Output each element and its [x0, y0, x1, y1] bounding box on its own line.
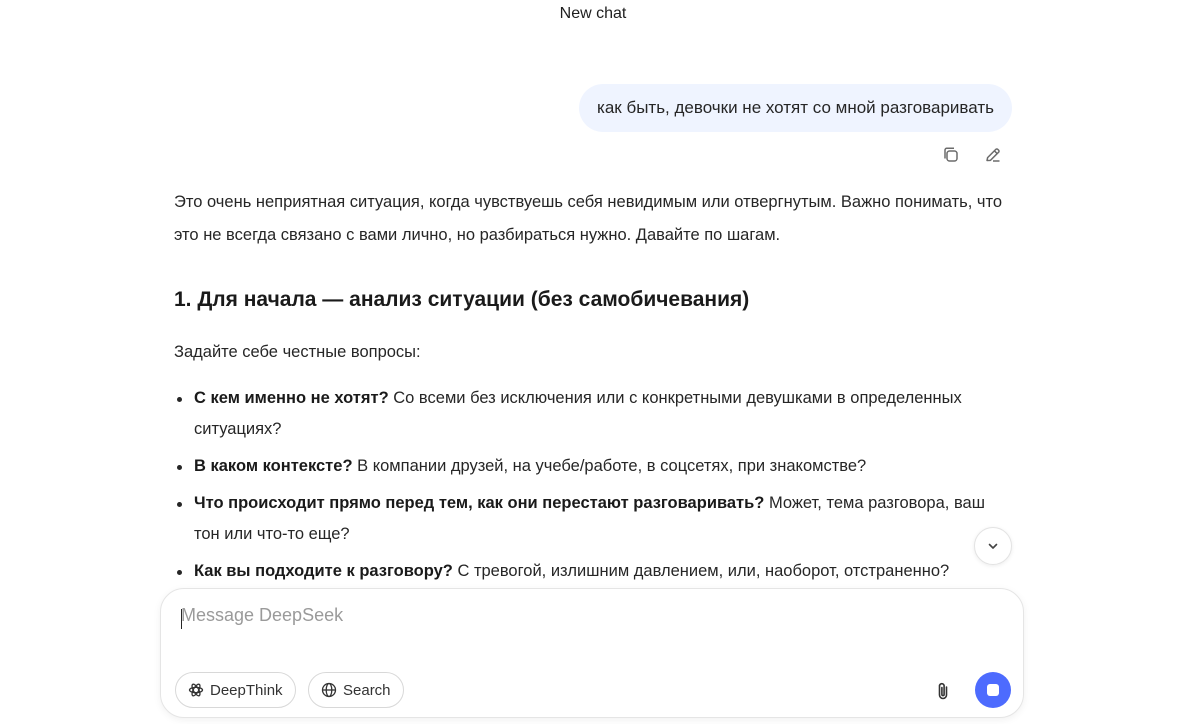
- list-item-bold: С кем именно не хотят?: [194, 389, 389, 407]
- globe-icon: [321, 682, 337, 698]
- deepthink-label: DeepThink: [210, 681, 283, 699]
- edit-icon[interactable]: [982, 144, 1004, 166]
- list-item: [194, 488, 1014, 550]
- user-message-bubble: [579, 84, 1012, 132]
- list-item-text: С тревогой, излишним давлением, или, наоборот, отстраненно?: [452, 562, 950, 580]
- user-message-actions: [940, 144, 1004, 166]
- search-label: Search: [343, 681, 391, 699]
- answer-heading: 1. Для начала — анализ ситуации (без самобичевания): [174, 288, 750, 311]
- assistant-answer: [174, 186, 1014, 593]
- stop-generation-button[interactable]: [975, 672, 1011, 708]
- question-list: [174, 383, 1014, 587]
- list-item-text: Может, тема разговора, ваш тон или что-то еще?: [194, 494, 985, 543]
- list-item-bold: Что происходит прямо перед тем, как они перестают разговаривать?: [194, 494, 765, 512]
- list-item-text: Со всеми без исключения или с конкретными девушками в определенных ситуациях?: [194, 389, 962, 438]
- message-input[interactable]: [181, 605, 1001, 645]
- chevron-down-icon: [986, 539, 1000, 553]
- answer-intro: Это очень неприятная ситуация, когда чувствуешь себя невидимым или отвергнутым. Важно понимать, что это не всегда связано с вами лично, но разбираться нужно. Давайте по шагам.: [174, 193, 1003, 244]
- scroll-to-bottom-button[interactable]: [974, 527, 1012, 565]
- list-item: [194, 383, 1014, 445]
- copy-icon[interactable]: [940, 144, 962, 166]
- message-composer: [160, 588, 1024, 718]
- list-item-bold: В каком контексте?: [194, 457, 353, 475]
- chat-title: New chat: [559, 5, 627, 22]
- deepthink-button[interactable]: [175, 672, 296, 708]
- stop-icon: [987, 684, 999, 696]
- text-caret: [181, 609, 182, 629]
- list-item-bold: Как вы подходите к разговору?: [194, 562, 453, 580]
- paperclip-icon: [934, 681, 952, 701]
- list-item-text: В компании друзей, на учебе/работе, в соцсетях, при знакомстве?: [352, 457, 867, 475]
- search-button[interactable]: [308, 672, 404, 708]
- attach-button[interactable]: [931, 679, 955, 703]
- deepthink-icon: [188, 682, 204, 698]
- user-message-text: как быть, девочки не хотят со мной разговаривать: [597, 98, 994, 117]
- list-item: [194, 451, 1014, 482]
- answer-lead: Задайте себе честные вопросы:: [174, 343, 421, 361]
- list-item: [194, 556, 1014, 587]
